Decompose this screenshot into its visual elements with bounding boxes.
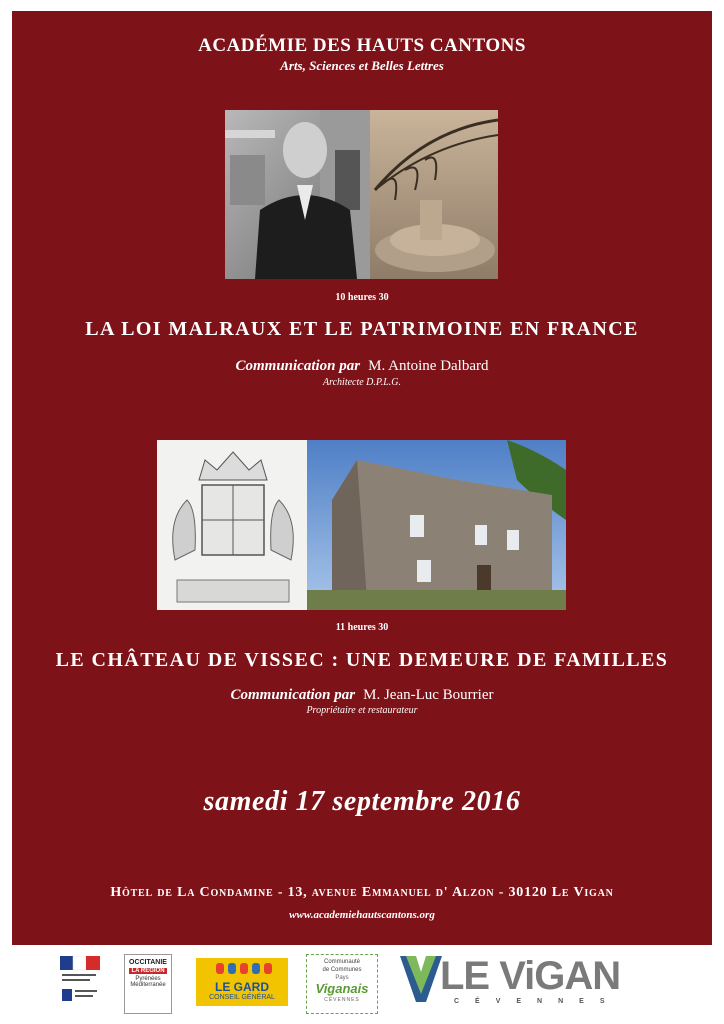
talk-1-role: Architecte D.P.L.G.	[322, 377, 402, 388]
organization-subtitle: Arts, Sciences et Belles Lettres	[280, 58, 444, 73]
photo-coat-of-arms-chateau	[157, 440, 566, 610]
occitanie-logo	[124, 954, 172, 1014]
event-address: Hôtel de La Condamine - 13, avenue Emmanuel d' Alzon - 30120 Le Vigan	[110, 885, 614, 900]
talk-1-title: LA LOI MALRAUX ET LE PATRIMOINE EN FRANCE	[85, 318, 639, 340]
republique-francaise-logo	[60, 956, 100, 1006]
occitanie-line1: OCCITANIE	[129, 959, 167, 966]
le-vigan-emblem-icon	[398, 954, 444, 1004]
gard-figures-icon	[196, 958, 288, 976]
viganais-line5: CÉVENNES	[324, 997, 360, 1003]
photo-malraux-staircase	[225, 110, 498, 279]
occitanie-line3: Pyrénées	[135, 976, 161, 982]
talk-2-by-label: Communication par	[230, 687, 356, 703]
organization-name: ACADÉMIE DES HAUTS CANTONS	[198, 35, 526, 56]
viganais-line3: Pays	[335, 975, 349, 981]
viganais-line2: de Communes	[322, 967, 362, 973]
poster	[12, 11, 712, 945]
website-link[interactable]: www.academiehautscantons.org	[289, 909, 435, 921]
talk-2-speaker: M. Jean-Luc Bourrier	[363, 687, 494, 703]
occitanie-line2: LA RÉGION	[129, 968, 167, 974]
talk-1-speaker: M. Antoine Dalbard	[368, 358, 489, 374]
talk-1-communication	[12, 358, 712, 375]
talk-2-time: 11 heures 30	[335, 622, 389, 633]
occitanie-line4: Méditerranée	[130, 982, 166, 988]
gard-line2: CONSEIL GÉNÉRAL	[209, 994, 275, 1001]
viganais-line1: Communauté	[323, 959, 361, 965]
photo-portrait-staircase	[225, 110, 498, 279]
photo-chateau-vissec	[157, 440, 566, 610]
gard-line1: LE GARD	[215, 980, 269, 994]
talk-1-by-label: Communication par	[235, 358, 361, 374]
talk-1-time: 10 heures 30	[335, 292, 389, 303]
talk-2-communication	[12, 687, 712, 704]
le-vigan-name: LE ViGAN	[440, 954, 621, 998]
viganais-line4: Viganais	[315, 981, 369, 996]
pays-viganais-logo	[306, 954, 378, 1014]
le-vigan-sub: CÉVENNES	[454, 998, 621, 1005]
event-date: samedi 17 septembre 2016	[203, 786, 521, 817]
le-vigan-logo	[398, 954, 670, 1014]
sponsor-logos	[0, 948, 724, 1024]
marianne-flag-icon	[60, 956, 100, 1006]
le-gard-logo	[196, 958, 288, 1006]
talk-2-title: LE CHÂTEAU DE VISSEC : UNE DEMEURE DE FAMILLES	[55, 649, 669, 671]
talk-2-role: Propriétaire et restaurateur	[306, 705, 418, 716]
